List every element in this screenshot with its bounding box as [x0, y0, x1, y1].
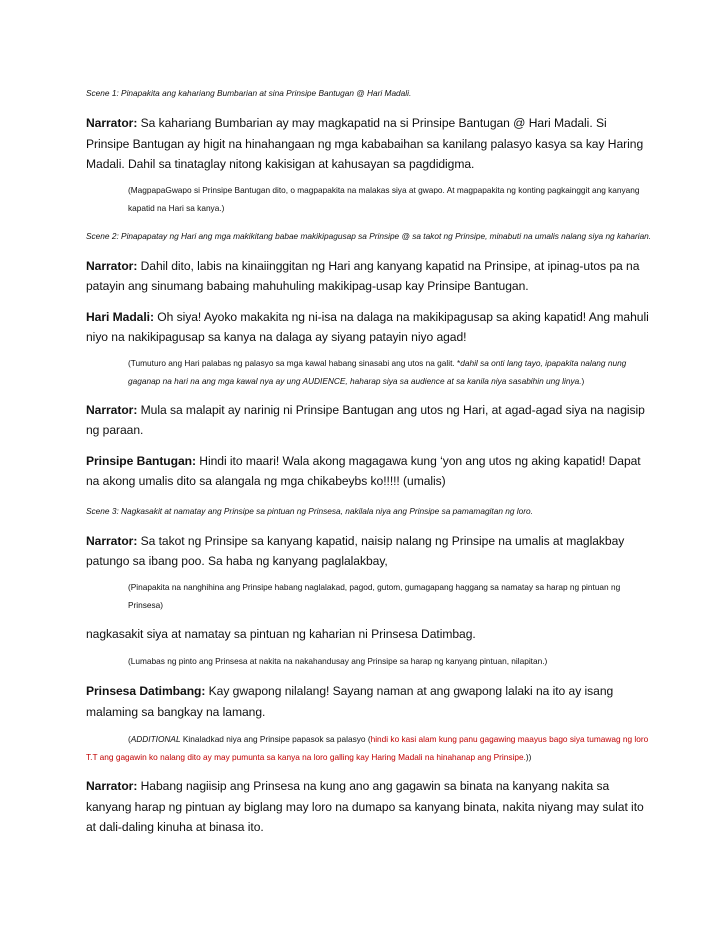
direction-text: (Tumuturo ang Hari palabas ng palasyo sa mga kawal habang sinasabi ang utos na galit. *	[128, 357, 461, 368]
stage-direction: (Pinapakita na nanghihina ang Prinsipe habang naglalakad, pagod, gutom, gumagapang haggang sa namatay sa harap ng pintuan ng Prinsesa)	[128, 581, 621, 610]
narrator-line	[86, 113, 652, 175]
direction-close: ))	[525, 752, 532, 762]
dialogue-text: Hindi ito maari! Wala akong magagawa kung ‘yon ang utos ng aking kapatid! Dapat na akong umalis dito sa alangala ng mga chikabeybs ko!!!!! (umalis)	[86, 453, 641, 488]
dialogue-text: Kay gwapong nilalang! Sayang naman at ang gwapong lalaki na ito ay isang malaming sa bangkay na lamang.	[86, 684, 614, 719]
speaker-label: Hari Madali:	[86, 309, 154, 324]
dialogue-text: Mula sa malapit ay narinig ni Prinsipe Bantugan ang utos ng Hari, at agad-agad siya na nagisip ng paraan.	[86, 402, 645, 437]
speaker-label: Prinsipe Bantugan:	[86, 453, 196, 468]
direction-open: (	[128, 734, 131, 744]
stage-direction-additional	[86, 730, 652, 766]
script-body	[86, 84, 652, 838]
narrator-line	[86, 776, 652, 838]
stage-direction: (MagpapaGwapo si Prinsipe Bantugan dito, o magpapakita na malakas siya at gwapo. At magpapakita ng konting pagkainggit ang kanyang kapatid na Hari sa kanya.)	[128, 184, 640, 213]
narrator-line	[86, 531, 652, 572]
dialogue-text: Dahil dito, labis na kinaiinggitan ng Hari ang kanyang kapatid na Prinsipe, at ipinag-utos pa na patayin ang sinumang babaing mahuhuling makikipag-usap kay Prinsipe Bantugan.	[86, 258, 640, 293]
dialogue-text: Sa takot ng Prinsipe sa kanyang kapatid, naisip nalang ng Prinsipe na umalis at maglakbay patungo sa ibang poo. Sa haba ng kanyang paglalakbay,	[86, 533, 625, 568]
scene-heading: Scene 2: Pinapapatay ng Hari ang mga makikitang babae makikipagusap sa Prinsipe @ sa takot ng Prinsipe, minabuti na umalis nalang siya ng kaharian.	[86, 230, 652, 241]
prinsipe-bantugan-line	[86, 451, 652, 492]
speaker-label: Narrator:	[86, 533, 138, 548]
prinsesa-datimbang-line	[86, 681, 652, 722]
stage-direction	[128, 354, 652, 390]
additional-tag: ADDITIONAL	[130, 734, 181, 744]
stage-direction: (Lumabas ng pinto ang Prinsesa at nakita na nakahandusay ang Prinsipe sa harap ng kanyang pintuan, nilapitan.)	[128, 656, 548, 666]
scene-heading: Scene 3: Nagkasakit at namatay ang Prinsipe sa pintuan ng Prinsesa, nakilala niya ang Prinsipe sa pamamagitan ng loro.	[86, 505, 533, 516]
dialogue-text: Habang nagiisip ang Prinsesa na kung ano ang gagawin sa binata na kanyang nakita sa kanyang harap ng pintuan ay biglang may loro na dumapo sa kanyang binata, nakita niyang may sulat ito at dali-daling kinuha at binasa ito.	[86, 779, 644, 834]
dialogue-text: Sa kahariang Bumbarian ay may magkapatid na si Prinsipe Bantugan @ Hari Madali. Si Prinsipe Bantugan ay higit na hinahangaan ng mga kababaihan sa kanilang palasyo kasya sa kay Haring Madali. Dahil sa tinataglay nitong kakisigan at kahusayan sa pagdidigma.	[86, 116, 644, 171]
speaker-label: Narrator:	[86, 779, 138, 793]
narration-continuation: nagkasakit siya at namatay sa pintuan ng kaharian ni Prinsesa Datimbag.	[86, 626, 476, 641]
direction-close: )	[581, 375, 585, 386]
speaker-label: Narrator:	[86, 402, 138, 417]
hari-madali-line	[86, 307, 652, 348]
speaker-label: Narrator:	[86, 258, 138, 273]
direction-note: dahil sa onti lang tayo, ipapakita nalang nung gaganap na hari na ang mga kawal nya ay ung AUDIENCE, haharap siya sa audience at sa kanila niya sasabihin ung linya.	[128, 357, 627, 386]
speaker-label: Prinsesa Datimbang:	[86, 684, 206, 698]
narrator-line	[86, 256, 652, 297]
author-note-red: hindi ko kasi alam kung panu gagawing maayus bago siya tumawag ng loro T.T ang gagawin ko nalang dito ay may pumunta sa kanya na loro galling kay Haring Madali na hinahanap ang Prinsipe.	[86, 734, 649, 762]
direction-text: Kinaladkad niya ang Prinsipe papasok sa palasyo (	[180, 734, 371, 744]
narrator-line	[86, 400, 652, 441]
dialogue-text: Oh siya! Ayoko makakita ng ni-isa na dalaga na makikipagusap sa aking kapatid! Ang mahuli niyo na nakikipagusap sa kanya na dalaga ay siyang patayin niyo agad!	[86, 309, 649, 344]
scene-heading: Scene 1: Pinapakita ang kahariang Bumbarian at sina Prinsipe Bantugan @ Hari Madali.	[86, 88, 412, 98]
speaker-label: Narrator:	[86, 116, 138, 130]
